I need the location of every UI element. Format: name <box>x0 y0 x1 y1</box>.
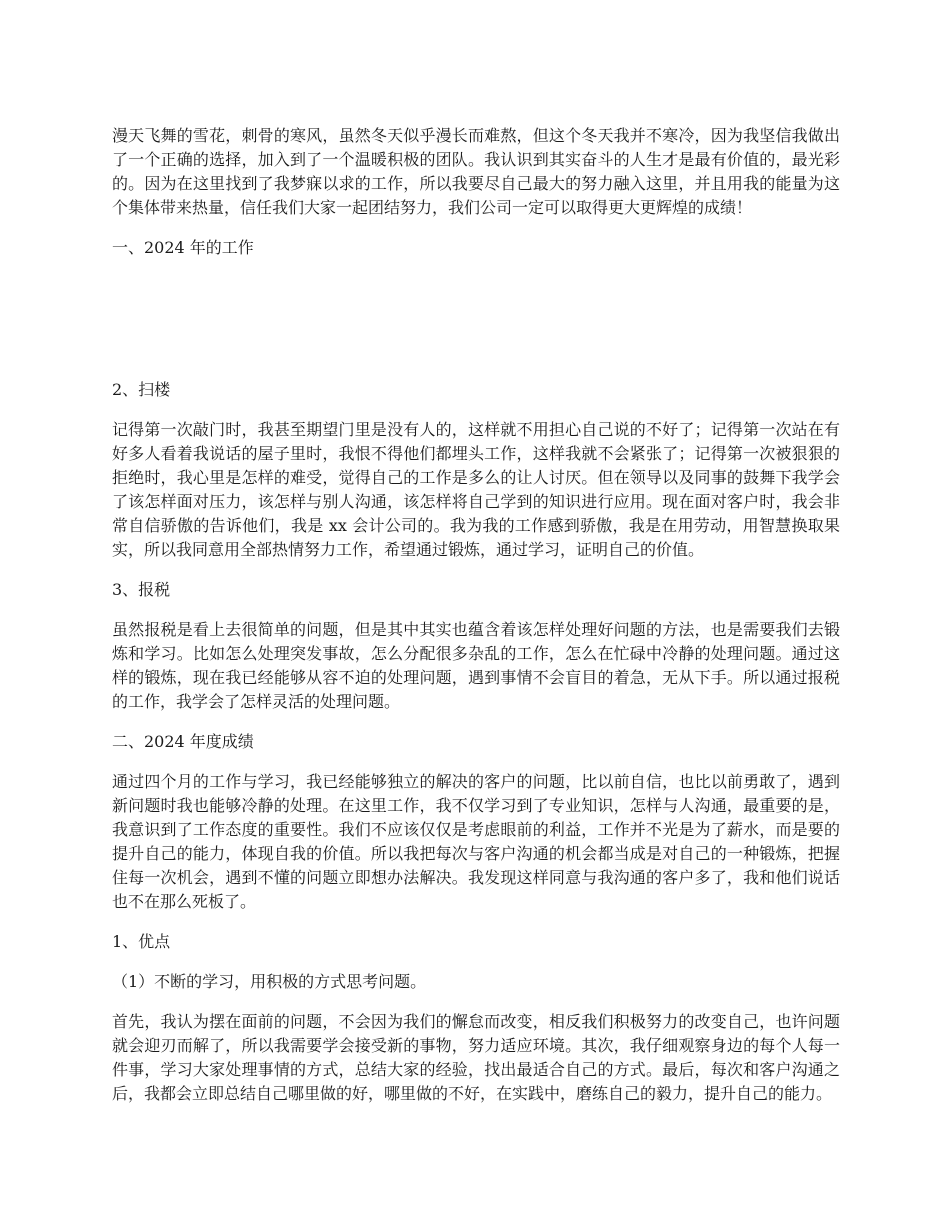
tax-paragraph: 虽然报税是看上去很简单的问题，但是其中其实也蕴含着该怎样处理好问题的方法，也是需要我们去锻炼和学习。比如怎么处理突发事故，怎么分配很多杂乱的工作，怎么在忙碌中冷静的处理问题。通过这样的锻炼，现在我已经能够从容不迫的处理问题，遇到事情不会盲目的着急，无从下手。所以通过报税的工作，我学会了怎样灵活的处理问题。 <box>112 620 840 711</box>
sweeping-paragraph: 记得第一次敲门时，我甚至期望门里是没有人的，这样就不用担心自己说的不好了；记得第一次站在有好多人看着我说话的屋子里时，我恨不得他们都埋头工作，这样我就不会紧张了；记得第一次被狠狠的拒绝时，我心里是怎样的难受，觉得自己的工作是多么的让人讨厌。但在领导以及同事的鼓舞下我学会了该怎样面对压力，该怎样与别人沟通，该怎样将自己学到的知识进行应用。现在面对客户时，我会非常自信骄傲的告诉他们，我是 xx 会计公司的。我为我的工作感到骄傲，我是在用劳动，用智慧换取果实，所以我同意用全部热情努力工作，希望通过锻炼，通过学习，证明自己的价值。 <box>112 420 840 559</box>
subheading-tax: 3、报税 <box>112 580 171 599</box>
intro-paragraph: 漫天飞舞的雪花，刺骨的寒风，虽然冬天似乎漫长而难熬，但这个冬天我并不寒冷，因为我坚信我做出了一个正确的选择，加入到了一个温暖积极的团队。我认识到其实奋斗的人生才是最有价值的，最光彩的。因为在这里找到了我梦寐以求的工作，所以我要尽自己最大的努力融入这里，并且用我的能量为这个集体带来热量，信任我们大家一起团结努力，我们公司一定可以取得更大更辉煌的成绩！ <box>112 126 840 217</box>
subheading-learning: （1）不断的学习，用积极的方式思考问题。 <box>112 972 427 991</box>
subheading-sweeping: 2、扫楼 <box>112 380 171 399</box>
blank-area <box>112 260 840 378</box>
section-heading-results: 二、2024 年度成绩 <box>112 732 254 751</box>
document-page <box>112 124 840 1106</box>
section-heading-work: 一、2024 年的工作 <box>112 238 254 257</box>
results-paragraph: 通过四个月的工作与学习，我已经能够独立的解决的客户的问题，比以前自信，也比以前勇敢了，遇到新问题时我也能够冷静的处理。在这里工作，我不仅学习到了专业知识，怎样与人沟通，最重要的是，我意识到了工作态度的重要性。我们不应该仅仅是考虑眼前的利益，工作并不光是为了薪水，而是要的提升自己的能力，体现自我的价值。所以我把每次与客户沟通的机会都当成是对自己的一种锻炼，把握住每一次机会，遇到不懂的问题立即想办法解决。我发现这样同意与我沟通的客户多了，我和他们说话也不在那么死板了。 <box>112 772 840 911</box>
learning-paragraph: 首先，我认为摆在面前的问题，不会因为我们的懈怠而改变，相反我们积极努力的改变自己，也许问题就会迎刃而解了，所以我需要学会接受新的事物，努力适应环境。其次，我仔细观察身边的每个人每一件事，学习大家处理事情的方式，总结大家的经验，找出最适合自己的方式。最后，每次和客户沟通之后，我都会立即总结自己哪里做的好，哪里做的不好，在实践中，磨练自己的毅力，提升自己的能力。 <box>112 1012 840 1103</box>
subheading-strengths: 1、优点 <box>112 932 171 951</box>
